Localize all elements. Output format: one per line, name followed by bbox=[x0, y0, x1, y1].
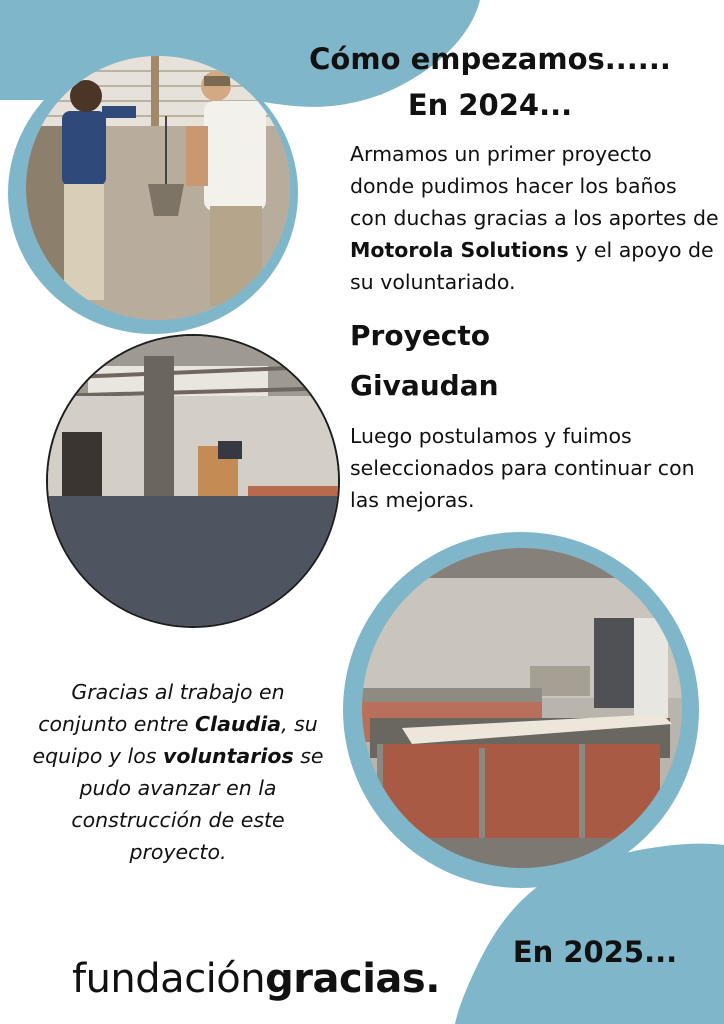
quote-bold-voluntarios: voluntarios bbox=[162, 744, 294, 768]
quote-bold-claudia: Claudia bbox=[195, 712, 282, 736]
logo-light-text: fundación bbox=[72, 956, 266, 1002]
next-year-heading: En 2025... bbox=[512, 935, 678, 969]
page-title-line1: Cómo empezamos...... bbox=[309, 42, 671, 76]
project-title-line1: Proyecto bbox=[350, 319, 491, 352]
quote-text-3: se pudo avanzar en la construcción de este proyecto. bbox=[71, 744, 324, 864]
paragraph-text: Armamos un primer proyecto donde pudimos hacer los baños con duchas gracias a los aportes de bbox=[350, 142, 719, 230]
page-title-line2: En 2024... bbox=[407, 88, 573, 122]
workers-building-bathroom-photo bbox=[26, 56, 290, 320]
logo-bold-text: gracias. bbox=[265, 956, 440, 1002]
quote-text-1: Gracias al trabajo en conjunto entre bbox=[38, 680, 285, 736]
section-2024-paragraph bbox=[350, 138, 720, 298]
paragraph-text-end: y el apoyo de su voluntariado. bbox=[350, 238, 714, 294]
project-paragraph: Luego postulamos y fuimos seleccionados para continuar con las mejoras. bbox=[350, 424, 695, 512]
thanks-quote bbox=[28, 676, 328, 868]
room-under-construction-photo bbox=[48, 336, 338, 626]
sponsor-name: Motorola Solutions bbox=[350, 238, 569, 262]
project-title-line2: Givaudan bbox=[350, 369, 499, 402]
kitchen-counter-construction-photo bbox=[362, 548, 682, 868]
quote-text-2: , su equipo y los bbox=[32, 712, 318, 768]
fundacion-gracias-logo bbox=[72, 954, 440, 1004]
